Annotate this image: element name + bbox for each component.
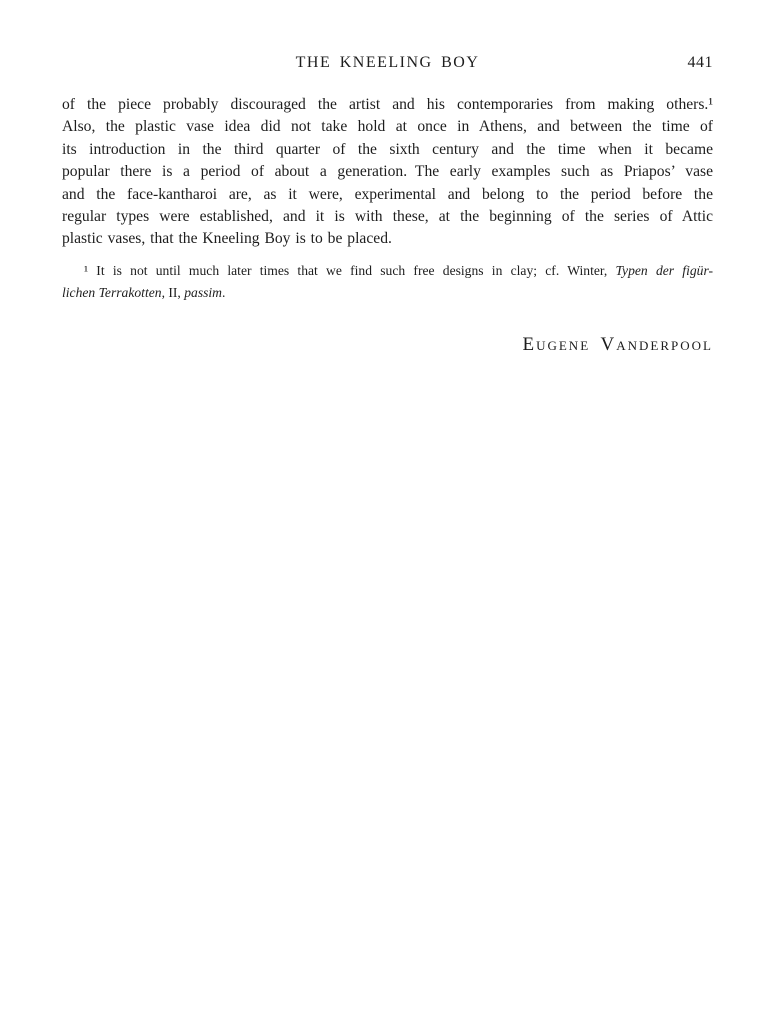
text-column (62, 54, 713, 356)
footnote-citation-italic: lichen Terrakotten (62, 285, 162, 301)
text-line: plastic vases, that the Kneeling Boy is to be placed. (62, 230, 392, 248)
text-line: popular there is a period of about a generation. The early examples such as Priapos’ vase (62, 163, 713, 181)
footnote-text: , II, (161, 285, 185, 301)
footnote (62, 260, 713, 305)
running-head (62, 54, 713, 74)
text-line: its introduction in the third quarter of the sixth century and the time when it became (62, 140, 713, 158)
text-line: and the face-kantharoi are, as it were, experimental and belong to the period before the (62, 185, 713, 203)
text-line: regular types were established, and it is with these, at the beginning of the series of Attic (62, 208, 713, 226)
footnote-text: . (222, 285, 226, 301)
author-name: Eugene Vanderpool (522, 333, 713, 355)
page-number: 441 (687, 54, 713, 71)
page-title: THE KNEELING BOY (295, 54, 480, 71)
footnote-citation-italic: passim (184, 285, 222, 301)
footnote-line (62, 260, 713, 283)
text-line: Also, the plastic vase idea did not take hold at once in Athens, and between the time of (62, 118, 713, 136)
footnote-citation-italic: Typen der figür- (615, 262, 713, 278)
text-line: of the piece probably discouraged the artist and his contemporaries from making others.¹ (62, 96, 713, 113)
body-paragraph (62, 94, 713, 251)
footnote-text: ¹ It is not until much later times that we find such free designs in clay; cf. Winter, (84, 262, 616, 278)
footnote-line (62, 282, 713, 305)
